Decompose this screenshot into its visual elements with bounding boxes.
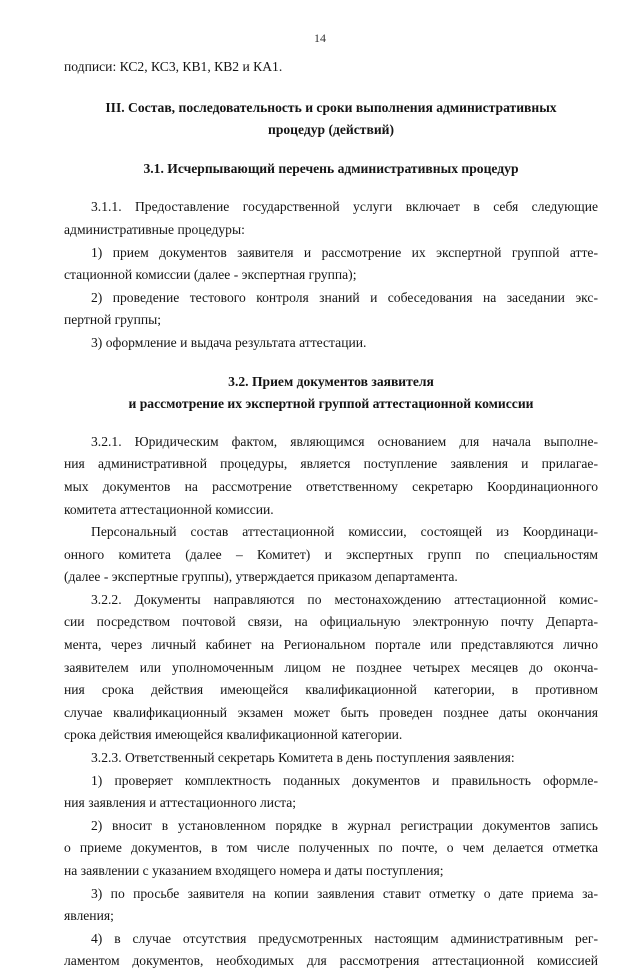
body-text-line: 3.1.1. Предоставление государственной услуги включает в себя следующие [91, 199, 598, 215]
list-item-line: ламентом документов, необходимых для рассмотрения аттестационной комиссией [64, 953, 598, 969]
section-heading: III. Состав, последовательность и сроки выполнения административных [105, 99, 557, 115]
list-item-line: 1) проверяет комплектность поданных документов и правильность оформле- [91, 772, 598, 788]
body-text-line: мента, через личный кабинет на Региональном портале или представляются лично [64, 637, 598, 653]
section-heading: процедур (действий) [267, 122, 395, 138]
body-text-line: случае квалификационный экзамен может быть проведен позднее даты окончания [64, 704, 598, 720]
body-text-line: мых документов на рассмотрение ответственному секретарю Координационного [64, 478, 598, 494]
subsection-heading: 3.2. Прием документов заявителя [228, 373, 434, 389]
body-text-line: Персональный состав аттестационной комиссии, состоящей из Координаци- [91, 524, 598, 540]
body-text-line: ния административной процедуры, является поступление заявления и прилагае- [64, 456, 598, 472]
body-text-line: сии посредством почтовой связи, на официальную электронную почту Департа- [64, 614, 598, 630]
body-text-line: административные процедуры: [64, 221, 245, 237]
list-item-line: 1) прием документов заявителя и рассмотрение их экспертной группой атте- [91, 244, 598, 260]
body-text-line: 3.2.2. Документы направляются по местонахождению аттестационной комис- [91, 591, 598, 607]
body-text-line: (далее - экспертные группы), утверждается приказом департамента. [64, 569, 458, 585]
body-text-line: заявителем или уполномоченным лицом не позднее четырех месяцев до оконча- [64, 659, 598, 675]
list-item-line: 2) вносит в установленном порядке в журнал регистрации документов запись [91, 817, 598, 833]
body-text-line: комитета аттестационной комиссии. [64, 501, 274, 517]
subsection-heading: и рассмотрение их экспертной группой аттестационной комиссии [128, 396, 534, 412]
list-item-line: стационной комиссии (далее - экспертная группа); [64, 267, 357, 283]
body-text-line: срока действия имеющейся квалификационной категории. [64, 727, 403, 743]
list-item-line: 2) проведение тестового контроля знаний и собеседования на заседании экс- [91, 289, 598, 305]
list-item-line: пертной группы; [64, 312, 162, 328]
body-text-line: онного комитета (далее – Комитет) и экспертных групп по специальностям [64, 546, 598, 562]
list-item-line: 3) по просьбе заявителя на копии заявления ставит отметку о дате приема за- [91, 885, 598, 901]
body-text-line: подписи: КС2, КС3, КВ1, КВ2 и КА1. [64, 59, 283, 74]
list-item-line: 4) в случае отсутствия предусмотренных настоящим административным рег- [91, 930, 598, 946]
list-item-line: 3) оформление и выдача результата аттестации. [91, 334, 367, 350]
body-text-line: 3.2.1. Юридическим фактом, являющимся основанием для начала выполне- [91, 433, 598, 449]
list-item-line: ния заявления и аттестационного листа; [64, 795, 297, 811]
page-number: 14 [314, 31, 326, 45]
subsection-heading: 3.1. Исчерпывающий перечень административных процедур [143, 160, 519, 176]
document-body [64, 56, 598, 973]
list-item-line: на заявлении с указанием входящего номера и даты поступления; [64, 863, 444, 878]
body-text-line: 3.2.3. Ответственный секретарь Комитета в день поступления заявления: [91, 750, 515, 766]
body-text-line: ния срока действия имеющейся квалификационной категории, в противном [64, 682, 598, 698]
list-item-line: явления; [64, 908, 114, 924]
list-item-line: о приеме документов, в том числе полученных по почте, о чем делается отметка [64, 840, 598, 856]
